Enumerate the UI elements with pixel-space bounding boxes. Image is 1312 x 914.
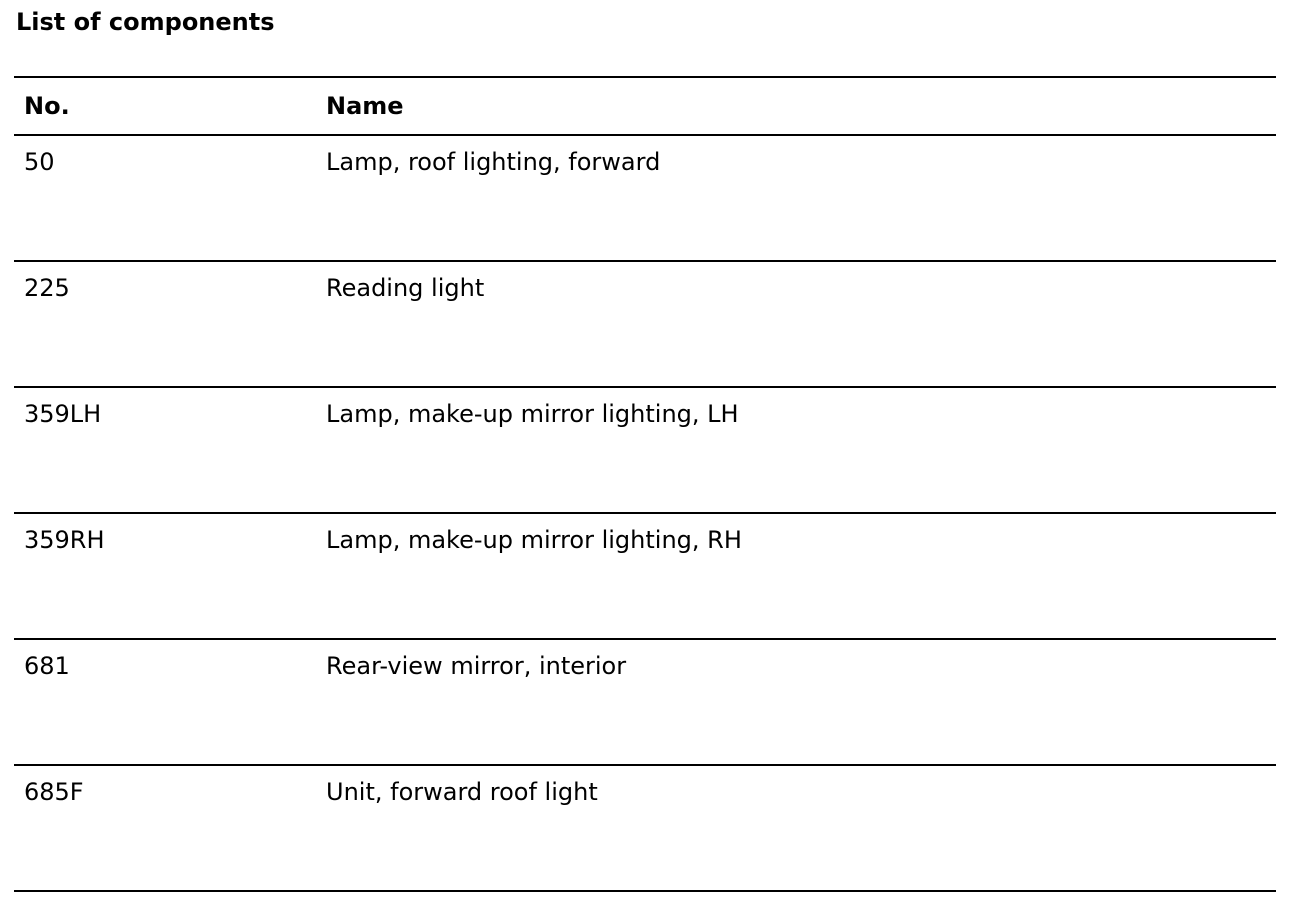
table-row bbox=[14, 639, 1276, 765]
cell-component-name: Lamp, roof lighting, forward bbox=[316, 135, 1276, 261]
cell-component-no: 50 bbox=[14, 135, 316, 261]
table-row bbox=[14, 387, 1276, 513]
page-title: List of components bbox=[16, 8, 275, 36]
cell-component-no: 681 bbox=[14, 639, 316, 765]
column-header-no: No. bbox=[14, 77, 316, 135]
cell-component-no: 359LH bbox=[14, 387, 316, 513]
column-header-name: Name bbox=[316, 77, 1276, 135]
cell-component-no: 359RH bbox=[14, 513, 316, 639]
table-header bbox=[14, 77, 1276, 135]
table-header-row bbox=[14, 77, 1276, 135]
cell-component-name: Unit, forward roof light bbox=[316, 765, 1276, 891]
cell-component-name: Reading light bbox=[316, 261, 1276, 387]
cell-component-name: Lamp, make-up mirror lighting, RH bbox=[316, 513, 1276, 639]
table-row bbox=[14, 765, 1276, 891]
table-row bbox=[14, 135, 1276, 261]
components-table bbox=[14, 76, 1276, 892]
cell-component-name: Lamp, make-up mirror lighting, LH bbox=[316, 387, 1276, 513]
table-body bbox=[14, 135, 1276, 891]
table-row bbox=[14, 513, 1276, 639]
cell-component-no: 685F bbox=[14, 765, 316, 891]
table-row bbox=[14, 261, 1276, 387]
cell-component-no: 225 bbox=[14, 261, 316, 387]
cell-component-name: Rear-view mirror, interior bbox=[316, 639, 1276, 765]
